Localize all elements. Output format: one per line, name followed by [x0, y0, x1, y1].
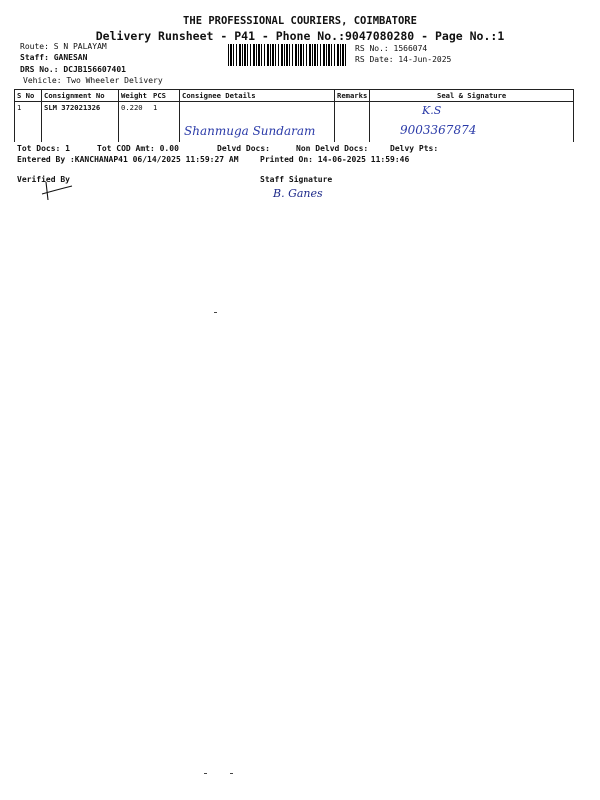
cell-pcs: 1 — [151, 102, 180, 143]
seal-phone: 9003367874 — [400, 123, 477, 137]
drs-number: DRS No.: DCJB156607401 — [20, 65, 126, 74]
col-sno: S No — [15, 90, 42, 102]
scan-speck — [204, 773, 207, 774]
staff-signature-label: Staff Signature — [260, 175, 333, 184]
consignee-signature: Shanmuga Sundaram — [184, 124, 316, 138]
entered-by: Entered By :KANCHANAP41 06/14/2025 11:59:27 AM — [17, 155, 239, 164]
cell-consignment: SLM 372021326 — [42, 102, 119, 143]
table-header-row — [15, 90, 574, 102]
col-remarks: Remarks — [335, 90, 370, 102]
cell-sno: 1 — [15, 102, 42, 143]
verified-signature-mark — [38, 180, 78, 204]
staff-label: Staff: GANESAN — [20, 53, 88, 62]
rs-date: RS Date: 14-Jun-2025 — [355, 55, 452, 64]
route-label: Route: S N PALAYAM — [20, 42, 107, 51]
company-title: THE PROFESSIONAL COURIERS, COIMBATORE — [183, 15, 417, 27]
staff-signature-handwriting: B. Ganes — [273, 187, 323, 200]
col-seal: Seal & Signature — [370, 90, 574, 102]
cell-remarks — [335, 102, 370, 143]
cell-weight: 0.220 — [119, 102, 152, 143]
col-weight: Weight — [119, 90, 152, 102]
scan-speck — [214, 312, 217, 313]
col-consignee: Consignee Details — [180, 90, 335, 102]
verified-by-label: Verified By — [17, 175, 70, 184]
scan-speck — [230, 773, 233, 774]
col-pcs: PCS — [151, 90, 180, 102]
delvd-docs: Delvd Docs: — [217, 144, 270, 153]
delvy-pts: Delvy Pts: — [390, 144, 439, 153]
rs-number: RS No.: 1566074 — [355, 44, 428, 53]
barcode-image — [228, 44, 348, 66]
col-consignment: Consignment No — [42, 90, 119, 102]
vehicle-label: Vehicle: Two Wheeler Delivery — [23, 76, 163, 85]
tot-docs: Tot Docs: 1 — [17, 144, 70, 153]
printed-on: Printed On: 14-06-2025 11:59:46 — [260, 155, 410, 164]
runsheet-title: Delivery Runsheet - P41 - Phone No.:9047080280 - Page No.:1 — [95, 29, 505, 43]
tot-cod-amt: Tot COD Amt: 0.00 — [97, 144, 179, 153]
non-delvd-docs: Non Delvd Docs: — [296, 144, 369, 153]
seal-initials: K.S — [422, 104, 442, 117]
